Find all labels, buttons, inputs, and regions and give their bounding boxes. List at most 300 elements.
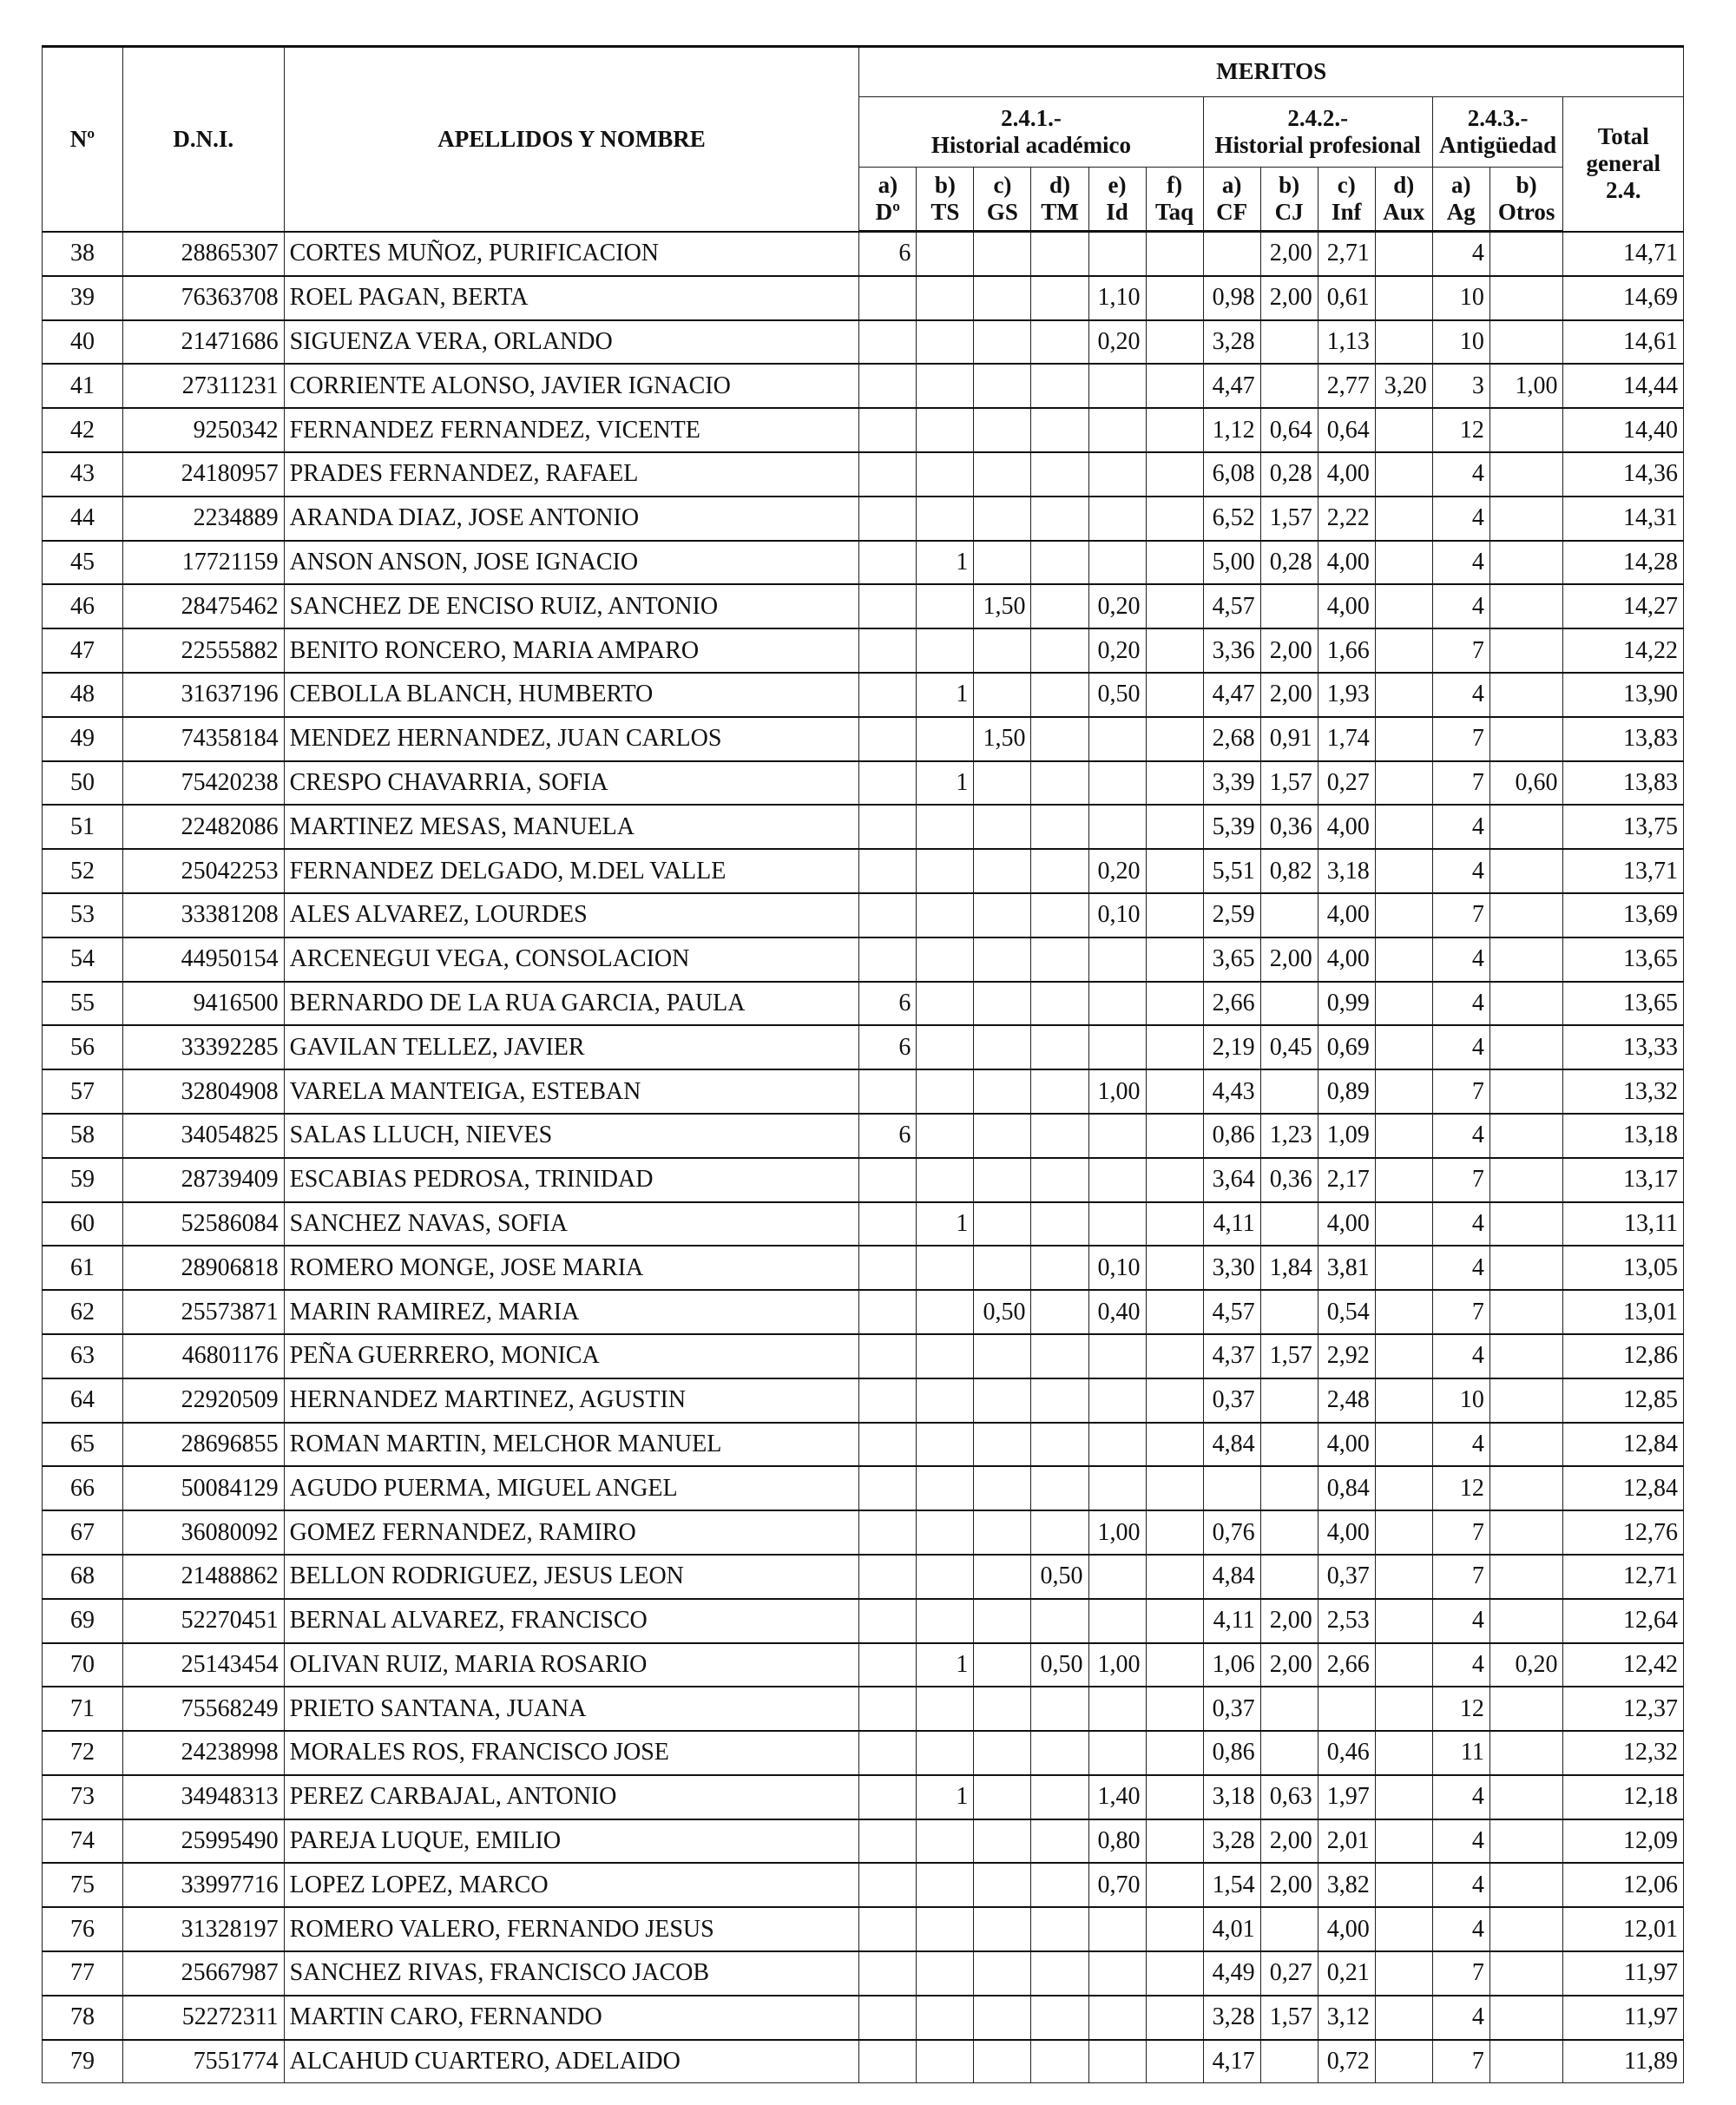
row-name: PEREZ CARBAJAL, ANTONIO xyxy=(284,1775,859,1819)
table-row xyxy=(43,717,1684,761)
row-score-inf: 1,93 xyxy=(1318,673,1375,717)
subcol-abbr: Id xyxy=(1106,199,1128,225)
row-score-tm xyxy=(1031,1863,1088,1907)
row-score-otros: 1,00 xyxy=(1489,364,1563,408)
row-dni: 33997716 xyxy=(122,1863,284,1907)
table-row xyxy=(43,364,1684,408)
row-score-cf: 4,47 xyxy=(1203,673,1260,717)
row-score-id xyxy=(1088,982,1146,1026)
row-score-gs xyxy=(974,1466,1031,1510)
row-score-inf: 4,00 xyxy=(1318,1510,1375,1555)
row-total: 13,33 xyxy=(1563,1025,1684,1069)
row-score-gs xyxy=(974,408,1031,452)
row-number: 74 xyxy=(43,1819,123,1864)
row-total: 11,97 xyxy=(1563,1996,1684,2040)
row-score-ts xyxy=(917,1334,974,1378)
row-score-aux xyxy=(1375,1555,1432,1599)
row-dni: 44950154 xyxy=(122,937,284,982)
row-score-do xyxy=(859,1158,917,1202)
row-dni: 28696855 xyxy=(122,1423,284,1467)
row-score-taq xyxy=(1146,1510,1203,1555)
row-score-id xyxy=(1088,1951,1146,1996)
row-score-ts xyxy=(917,2040,974,2083)
row-total: 12,09 xyxy=(1563,1819,1684,1864)
row-score-cj: 2,00 xyxy=(1260,673,1318,717)
row-score-inf: 0,21 xyxy=(1318,1951,1375,1996)
row-score-do xyxy=(859,893,917,937)
row-number: 38 xyxy=(43,232,123,276)
row-number: 47 xyxy=(43,628,123,673)
row-dni: 31637196 xyxy=(122,673,284,717)
row-total: 11,89 xyxy=(1563,2040,1684,2083)
row-total: 13,83 xyxy=(1563,717,1684,761)
row-dni: 27311231 xyxy=(122,364,284,408)
row-score-ag: 7 xyxy=(1432,893,1489,937)
row-score-do xyxy=(859,1246,917,1290)
row-total: 14,71 xyxy=(1563,232,1684,276)
row-score-ag: 7 xyxy=(1432,1951,1489,1996)
row-score-do xyxy=(859,320,917,365)
row-score-gs xyxy=(974,1599,1031,1643)
row-score-otros xyxy=(1489,497,1563,541)
row-score-ag: 4 xyxy=(1432,1202,1489,1247)
row-score-taq xyxy=(1146,1643,1203,1687)
row-score-tm xyxy=(1031,1246,1088,1290)
table-row xyxy=(43,541,1684,585)
row-score-aux xyxy=(1375,1423,1432,1467)
row-score-id: 0,20 xyxy=(1088,628,1146,673)
row-score-ag: 4 xyxy=(1432,805,1489,849)
row-score-otros xyxy=(1489,1466,1563,1510)
row-dni: 25995490 xyxy=(122,1819,284,1864)
row-score-cj: 1,23 xyxy=(1260,1114,1318,1158)
table-row xyxy=(43,2040,1684,2083)
row-score-taq xyxy=(1146,1863,1203,1907)
row-score-ag: 7 xyxy=(1432,1555,1489,1599)
row-number: 61 xyxy=(43,1246,123,1290)
row-dni: 31328197 xyxy=(122,1907,284,1951)
row-score-inf: 4,00 xyxy=(1318,541,1375,585)
row-score-otros xyxy=(1489,1246,1563,1290)
row-dni: 22482086 xyxy=(122,805,284,849)
row-score-taq xyxy=(1146,541,1203,585)
group-title: Historial académico xyxy=(930,132,1132,158)
row-score-cf: 4,17 xyxy=(1203,2040,1260,2083)
row-score-cj: 0,36 xyxy=(1260,1158,1318,1202)
row-score-inf: 0,37 xyxy=(1318,1555,1375,1599)
row-score-cf: 4,57 xyxy=(1203,584,1260,628)
row-score-gs xyxy=(974,1025,1031,1069)
subcol-abbr: TM xyxy=(1041,199,1079,225)
row-score-ts xyxy=(917,1863,974,1907)
row-score-taq xyxy=(1146,1599,1203,1643)
row-score-otros xyxy=(1489,232,1563,276)
row-score-inf: 2,77 xyxy=(1318,364,1375,408)
row-score-ag: 11 xyxy=(1432,1731,1489,1775)
row-name: BENITO RONCERO, MARIA AMPARO xyxy=(284,628,859,673)
row-score-otros xyxy=(1489,1069,1563,1114)
row-score-id xyxy=(1088,937,1146,982)
row-score-do xyxy=(859,276,917,320)
row-total: 13,05 xyxy=(1563,1246,1684,1290)
row-score-cj xyxy=(1260,1423,1318,1467)
row-score-ag: 3 xyxy=(1432,364,1489,408)
row-score-otros xyxy=(1489,541,1563,585)
row-score-do xyxy=(859,1202,917,1247)
row-score-tm xyxy=(1031,276,1088,320)
row-score-gs xyxy=(974,1246,1031,1290)
row-score-do xyxy=(859,673,917,717)
subcol-header xyxy=(859,168,917,232)
row-score-ag: 7 xyxy=(1432,628,1489,673)
row-score-ts xyxy=(917,1510,974,1555)
row-score-taq xyxy=(1146,1907,1203,1951)
row-score-otros xyxy=(1489,1202,1563,1247)
row-score-tm xyxy=(1031,1907,1088,1951)
table-row xyxy=(43,761,1684,806)
row-score-otros xyxy=(1489,1510,1563,1555)
row-score-otros xyxy=(1489,849,1563,893)
row-score-aux: 3,20 xyxy=(1375,364,1432,408)
row-score-otros xyxy=(1489,1775,1563,1819)
row-number: 62 xyxy=(43,1290,123,1334)
table-row xyxy=(43,1510,1684,1555)
row-score-cj: 2,00 xyxy=(1260,1863,1318,1907)
row-score-do xyxy=(859,1290,917,1334)
row-score-do xyxy=(859,1423,917,1467)
row-score-ts xyxy=(917,1599,974,1643)
row-name: SANCHEZ NAVAS, SOFIA xyxy=(284,1202,859,1247)
row-score-tm xyxy=(1031,1202,1088,1247)
row-score-ts xyxy=(917,1466,974,1510)
row-score-cf: 5,00 xyxy=(1203,541,1260,585)
row-score-ts xyxy=(917,1158,974,1202)
row-score-tm xyxy=(1031,1423,1088,1467)
row-dni: 34054825 xyxy=(122,1114,284,1158)
row-score-cf: 3,39 xyxy=(1203,761,1260,806)
row-name: SANCHEZ RIVAS, FRANCISCO JACOB xyxy=(284,1951,859,1996)
row-score-tm xyxy=(1031,761,1088,806)
row-score-ts xyxy=(917,849,974,893)
row-score-aux xyxy=(1375,1951,1432,1996)
row-score-do xyxy=(859,1555,917,1599)
row-score-cj: 2,00 xyxy=(1260,232,1318,276)
row-number: 78 xyxy=(43,1996,123,2040)
subcol-header xyxy=(1375,168,1432,232)
row-score-inf: 3,82 xyxy=(1318,1863,1375,1907)
row-score-id: 0,20 xyxy=(1088,584,1146,628)
row-dni: 28865307 xyxy=(122,232,284,276)
row-score-gs xyxy=(974,893,1031,937)
row-dni: 75420238 xyxy=(122,761,284,806)
row-score-gs xyxy=(974,364,1031,408)
row-name: ARANDA DIAZ, JOSE ANTONIO xyxy=(284,497,859,541)
row-score-inf: 0,89 xyxy=(1318,1069,1375,1114)
row-score-aux xyxy=(1375,320,1432,365)
row-score-taq xyxy=(1146,1951,1203,1996)
row-dni: 76363708 xyxy=(122,276,284,320)
row-dni: 25042253 xyxy=(122,849,284,893)
row-score-cj xyxy=(1260,982,1318,1026)
row-score-ag: 7 xyxy=(1432,2040,1489,2083)
row-score-otros xyxy=(1489,1996,1563,2040)
row-score-id xyxy=(1088,1334,1146,1378)
row-score-gs xyxy=(974,937,1031,982)
row-score-do xyxy=(859,364,917,408)
table-row xyxy=(43,276,1684,320)
row-dni: 21471686 xyxy=(122,320,284,365)
row-dni: 50084129 xyxy=(122,1466,284,1510)
row-name: VARELA MANTEIGA, ESTEBAN xyxy=(284,1069,859,1114)
row-score-id xyxy=(1088,497,1146,541)
row-score-tm xyxy=(1031,497,1088,541)
row-score-do xyxy=(859,1775,917,1819)
row-score-otros xyxy=(1489,276,1563,320)
row-name: ROMERO VALERO, FERNANDO JESUS xyxy=(284,1907,859,1951)
row-score-cj: 2,00 xyxy=(1260,628,1318,673)
table-row xyxy=(43,982,1684,1026)
row-score-tm: 0,50 xyxy=(1031,1643,1088,1687)
subcol-abbr: GS xyxy=(986,199,1018,225)
row-score-gs xyxy=(974,1996,1031,2040)
row-total: 12,84 xyxy=(1563,1423,1684,1467)
row-score-cj: 2,00 xyxy=(1260,1599,1318,1643)
row-score-id: 0,20 xyxy=(1088,320,1146,365)
row-score-ag: 7 xyxy=(1432,761,1489,806)
row-score-cj: 1,84 xyxy=(1260,1246,1318,1290)
row-score-cj: 0,45 xyxy=(1260,1025,1318,1069)
row-dni: 9416500 xyxy=(122,982,284,1026)
row-score-cj xyxy=(1260,893,1318,937)
row-score-ag: 4 xyxy=(1432,497,1489,541)
row-score-cf: 3,18 xyxy=(1203,1775,1260,1819)
row-score-ts xyxy=(917,937,974,982)
row-score-inf: 0,84 xyxy=(1318,1466,1375,1510)
row-score-ag: 4 xyxy=(1432,1907,1489,1951)
row-score-cj: 2,00 xyxy=(1260,937,1318,982)
row-score-ts xyxy=(917,1114,974,1158)
row-total: 12,71 xyxy=(1563,1555,1684,1599)
row-score-cf: 0,37 xyxy=(1203,1378,1260,1423)
row-score-ts xyxy=(917,1907,974,1951)
row-score-id: 0,40 xyxy=(1088,1290,1146,1334)
row-score-aux xyxy=(1375,1246,1432,1290)
subcol-header xyxy=(1031,168,1088,232)
row-name: PAREJA LUQUE, EMILIO xyxy=(284,1819,859,1864)
row-score-otros xyxy=(1489,320,1563,365)
row-score-aux xyxy=(1375,893,1432,937)
row-score-ts xyxy=(917,1687,974,1731)
row-score-otros xyxy=(1489,1158,1563,1202)
row-score-id: 1,00 xyxy=(1088,1069,1146,1114)
row-score-do xyxy=(859,584,917,628)
row-score-taq xyxy=(1146,673,1203,717)
row-number: 42 xyxy=(43,408,123,452)
row-score-inf: 2,17 xyxy=(1318,1158,1375,1202)
row-number: 46 xyxy=(43,584,123,628)
row-total: 13,18 xyxy=(1563,1114,1684,1158)
row-score-gs xyxy=(974,1687,1031,1731)
row-number: 58 xyxy=(43,1114,123,1158)
row-score-tm xyxy=(1031,1951,1088,1996)
row-score-ag: 4 xyxy=(1432,1996,1489,2040)
row-score-ts xyxy=(917,1819,974,1864)
row-score-id: 0,50 xyxy=(1088,673,1146,717)
row-score-ts xyxy=(917,276,974,320)
row-score-gs xyxy=(974,1378,1031,1423)
row-total: 12,42 xyxy=(1563,1643,1684,1687)
header-no: Nº xyxy=(43,47,123,232)
row-dni: 52272311 xyxy=(122,1996,284,2040)
row-score-cj: 0,36 xyxy=(1260,805,1318,849)
row-score-ag: 7 xyxy=(1432,1290,1489,1334)
row-score-aux xyxy=(1375,1334,1432,1378)
row-score-id xyxy=(1088,1996,1146,2040)
table-row xyxy=(43,1334,1684,1378)
row-score-cj: 1,57 xyxy=(1260,761,1318,806)
row-score-otros xyxy=(1489,673,1563,717)
row-number: 48 xyxy=(43,673,123,717)
row-total: 13,65 xyxy=(1563,982,1684,1026)
subcol-header xyxy=(1318,168,1375,232)
subcol-abbr: Taq xyxy=(1155,199,1194,225)
row-score-do xyxy=(859,1907,917,1951)
row-number: 69 xyxy=(43,1599,123,1643)
table-row xyxy=(43,1158,1684,1202)
row-score-taq xyxy=(1146,849,1203,893)
row-score-gs xyxy=(974,320,1031,365)
row-total: 13,65 xyxy=(1563,937,1684,982)
table-row xyxy=(43,1378,1684,1423)
row-score-aux xyxy=(1375,1599,1432,1643)
row-score-inf: 4,00 xyxy=(1318,893,1375,937)
row-score-gs xyxy=(974,1069,1031,1114)
subcol-header xyxy=(974,168,1031,232)
row-score-inf: 1,13 xyxy=(1318,320,1375,365)
row-score-ts xyxy=(917,584,974,628)
row-number: 71 xyxy=(43,1687,123,1731)
row-score-taq xyxy=(1146,628,1203,673)
total-line: Total xyxy=(1597,123,1649,150)
row-score-ag: 4 xyxy=(1432,1423,1489,1467)
row-score-cj xyxy=(1260,1555,1318,1599)
row-score-taq xyxy=(1146,1025,1203,1069)
row-name: SIGUENZA VERA, ORLANDO xyxy=(284,320,859,365)
row-score-taq xyxy=(1146,1069,1203,1114)
row-score-gs xyxy=(974,849,1031,893)
row-total: 13,32 xyxy=(1563,1069,1684,1114)
row-score-do xyxy=(859,1996,917,2040)
row-score-tm xyxy=(1031,452,1088,497)
row-score-taq xyxy=(1146,1687,1203,1731)
row-score-aux xyxy=(1375,1775,1432,1819)
row-score-gs xyxy=(974,761,1031,806)
row-score-aux xyxy=(1375,1907,1432,1951)
group-code: 2.4.1.- xyxy=(1001,104,1062,131)
row-score-cf: 0,76 xyxy=(1203,1510,1260,1555)
row-score-tm: 0,50 xyxy=(1031,1555,1088,1599)
row-number: 52 xyxy=(43,849,123,893)
row-score-cf: 2,19 xyxy=(1203,1025,1260,1069)
row-score-aux xyxy=(1375,805,1432,849)
row-score-do xyxy=(859,805,917,849)
row-score-gs xyxy=(974,1158,1031,1202)
table-row xyxy=(43,849,1684,893)
row-score-cf: 3,65 xyxy=(1203,937,1260,982)
row-score-otros xyxy=(1489,1687,1563,1731)
table-row xyxy=(43,1025,1684,1069)
row-score-tm xyxy=(1031,1114,1088,1158)
row-total: 12,86 xyxy=(1563,1334,1684,1378)
row-name: SANCHEZ DE ENCISO RUIZ, ANTONIO xyxy=(284,584,859,628)
row-score-tm xyxy=(1031,1819,1088,1864)
row-score-ag: 12 xyxy=(1432,1687,1489,1731)
row-total: 12,37 xyxy=(1563,1687,1684,1731)
table-row xyxy=(43,1423,1684,1467)
group-title: Historial profesional xyxy=(1214,132,1421,158)
row-score-cj xyxy=(1260,320,1318,365)
row-score-do xyxy=(859,628,917,673)
row-score-ag: 4 xyxy=(1432,1025,1489,1069)
table-row xyxy=(43,1687,1684,1731)
row-score-gs xyxy=(974,541,1031,585)
row-score-inf: 3,81 xyxy=(1318,1246,1375,1290)
row-score-gs xyxy=(974,628,1031,673)
row-number: 39 xyxy=(43,276,123,320)
table-row xyxy=(43,452,1684,497)
table-row xyxy=(43,1599,1684,1643)
row-score-ag: 7 xyxy=(1432,1158,1489,1202)
row-score-gs xyxy=(974,1819,1031,1864)
row-score-ts xyxy=(917,1423,974,1467)
row-score-inf: 2,71 xyxy=(1318,232,1375,276)
row-score-ag: 4 xyxy=(1432,584,1489,628)
row-score-tm xyxy=(1031,1378,1088,1423)
row-number: 54 xyxy=(43,937,123,982)
row-number: 73 xyxy=(43,1775,123,1819)
row-name: ROEL PAGAN, BERTA xyxy=(284,276,859,320)
total-line: 2.4. xyxy=(1605,177,1641,204)
row-score-tm xyxy=(1031,1025,1088,1069)
row-score-aux xyxy=(1375,541,1432,585)
row-score-cj xyxy=(1260,1510,1318,1555)
row-score-otros xyxy=(1489,893,1563,937)
row-score-tm xyxy=(1031,673,1088,717)
row-score-do xyxy=(859,1731,917,1775)
group-title: Antigüedad xyxy=(1439,132,1557,158)
table-row xyxy=(43,1731,1684,1775)
row-number: 64 xyxy=(43,1378,123,1423)
row-score-ts xyxy=(917,408,974,452)
row-number: 60 xyxy=(43,1202,123,1247)
row-score-do xyxy=(859,761,917,806)
row-score-cf: 6,08 xyxy=(1203,452,1260,497)
row-name: ANSON ANSON, JOSE IGNACIO xyxy=(284,541,859,585)
row-dni: 7551774 xyxy=(122,2040,284,2083)
row-name: ROMAN MARTIN, MELCHOR MANUEL xyxy=(284,1423,859,1467)
row-dni: 28739409 xyxy=(122,1158,284,1202)
table-row xyxy=(43,1643,1684,1687)
row-score-tm xyxy=(1031,1510,1088,1555)
row-dni: 22920509 xyxy=(122,1378,284,1423)
row-name: LOPEZ LOPEZ, MARCO xyxy=(284,1863,859,1907)
row-number: 63 xyxy=(43,1334,123,1378)
row-total: 14,22 xyxy=(1563,628,1684,673)
table-row xyxy=(43,1951,1684,1996)
row-score-cf: 1,06 xyxy=(1203,1643,1260,1687)
row-score-gs xyxy=(974,497,1031,541)
row-score-tm xyxy=(1031,584,1088,628)
